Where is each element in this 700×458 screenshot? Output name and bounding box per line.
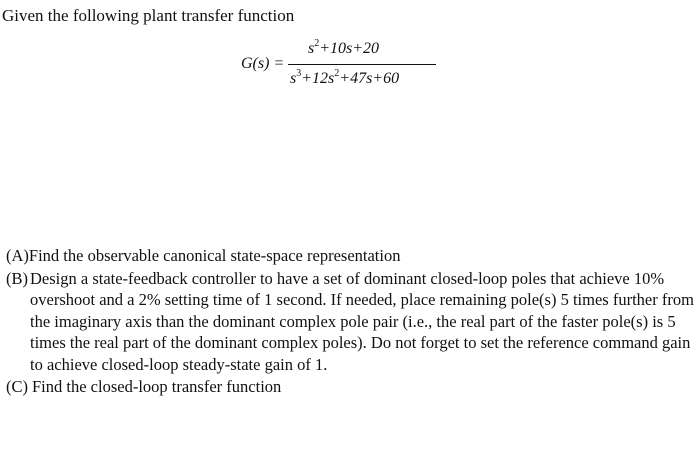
part-a [6,245,696,267]
part-c [6,376,696,398]
part-c-text: Find the closed-loop transfer function [32,377,282,396]
equation-numerator [308,38,379,58]
problem-parts [6,245,696,399]
numerator-s: s [308,40,315,57]
transfer-function-equation [241,38,441,98]
part-a-text: Find the observable canonical state-space representation [28,246,401,265]
denominator-rest: +47s+60 [339,70,400,87]
denominator-s: s [290,70,297,87]
equation-lhs: G(s) = [241,55,285,72]
part-b-text: Design a state-feedback controller to have a set of dominant closed-loop poles that achieve 10% overshoot and a 2% setting time of 1 second. If needed, place remaining pole(s) 5 times further from the imaginary axis than the dominant complex pole pair (i.e., the real part of the faster pole(s) is 5 times the real part of the dominant complex poles). Do not forget to set the reference command gain to achieve closed-loop steady-state gain of 1. [30,268,694,374]
part-c-letter: (C) [6,377,28,396]
numerator-rest: +10s+20 [319,40,380,57]
numerator-exponent: 2 [314,38,320,49]
equation-denominator [290,68,399,88]
part-b [6,268,696,376]
part-b-letter: (B) [6,268,28,288]
denominator-exponent-1: 3 [296,68,302,79]
problem-intro: Given the following plant transfer function [2,6,295,25]
denominator-exponent-2: 2 [334,68,340,79]
denominator-mid: +12s [301,70,335,87]
fraction-bar [288,64,436,65]
part-a-letter: (A) [6,246,29,265]
